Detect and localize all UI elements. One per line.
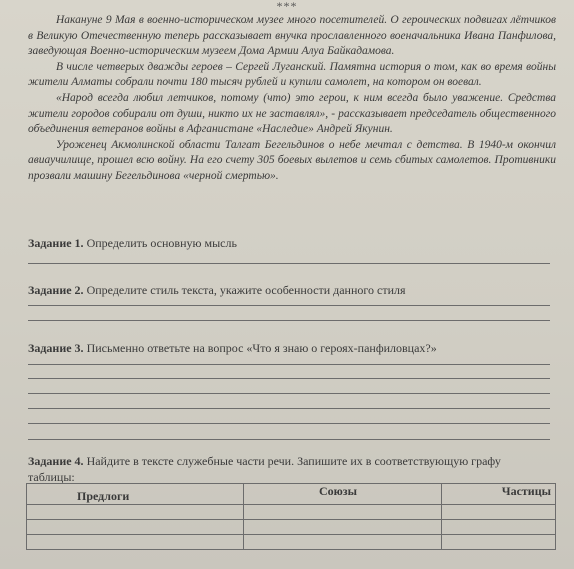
header-prepositions: Предлоги bbox=[27, 484, 244, 505]
paragraph-2: В числе четверых дважды героев – Сергей Луганский. Памятна история о том, как во время войны жители Алматы собрали почти 180 тысяч рублей и купили самолет, на котором он воевал. bbox=[28, 60, 556, 89]
answer-line[interactable] bbox=[28, 305, 550, 306]
table-cell[interactable] bbox=[441, 520, 555, 535]
answer-line[interactable] bbox=[28, 408, 550, 409]
task-3-text: Письменно ответьте на вопрос «Что я знаю о героях-панфиловцах?» bbox=[86, 341, 437, 355]
answer-line[interactable] bbox=[28, 378, 550, 379]
answer-table bbox=[26, 483, 556, 550]
task-2-text: Определите стиль текста, укажите особенности данного стиля bbox=[86, 283, 406, 297]
header-conjunctions: Союзы bbox=[243, 484, 441, 505]
task-4 bbox=[28, 454, 501, 469]
task-1-text: Определить основную мысль bbox=[86, 236, 237, 250]
answer-line[interactable] bbox=[28, 263, 550, 264]
task-3 bbox=[28, 341, 437, 356]
task-1 bbox=[28, 236, 237, 251]
table-cell[interactable] bbox=[243, 520, 441, 535]
task-2-label: Задание 2. bbox=[28, 283, 84, 297]
table-cell[interactable] bbox=[243, 535, 441, 550]
table-cell[interactable] bbox=[27, 520, 244, 535]
paragraph-3: «Народ всегда любил летчиков, потому (что) это герои, к ним всегда было уважение. Средства жители городов собирали от души, никто их не заставлял», - рассказывает председатель общественного объединения ветеранов войны в Афганистане «Наследие» Андрей Якунин. bbox=[28, 91, 556, 136]
reading-text bbox=[28, 13, 556, 185]
answer-line[interactable] bbox=[28, 320, 550, 321]
task-4-text: Найдите в тексте служебные части речи. Запишите их в соответствующую графу bbox=[86, 454, 501, 468]
table-cell[interactable] bbox=[441, 535, 555, 550]
header-particles: Частицы bbox=[441, 484, 555, 505]
task-2 bbox=[28, 283, 406, 298]
task-3-label: Задание 3. bbox=[28, 341, 84, 355]
task-1-label: Задание 1. bbox=[28, 236, 84, 250]
table-row bbox=[27, 505, 556, 520]
task-4-label: Задание 4. bbox=[28, 454, 84, 468]
table-cell[interactable] bbox=[27, 505, 244, 520]
task-4-continuation: таблицы: bbox=[28, 470, 75, 484]
answer-line[interactable] bbox=[28, 364, 550, 365]
table-header-row bbox=[27, 484, 556, 505]
answer-line[interactable] bbox=[28, 423, 550, 424]
table-row bbox=[27, 520, 556, 535]
ornament: *** bbox=[276, 0, 298, 13]
paragraph-1: Накануне 9 Мая в военно-историческом музее много посетителей. О героических подвигах лётчиков в Великую Отечественную теперь рассказывает внучка прославленного военачальника Ивана Панфилова, заведующая Военно-историческим музеем Дома Армии Алуа Байкадамова. bbox=[28, 14, 556, 58]
table-cell[interactable] bbox=[27, 535, 244, 550]
paragraph-4: Уроженец Акмолинской области Талгат Бегельдинов о небе мечтал с детства. В 1940-м окончил авиаучилище, прошел всю войну. На его счету 305 боевых вылетов и семь сбитых самолетов. Противники прозвали машину Бегельдинова «черной смертью». bbox=[28, 138, 556, 182]
table-cell[interactable] bbox=[243, 505, 441, 520]
answer-line[interactable] bbox=[28, 439, 550, 440]
answer-line[interactable] bbox=[28, 393, 550, 394]
table-row bbox=[27, 535, 556, 550]
table-cell[interactable] bbox=[441, 505, 555, 520]
